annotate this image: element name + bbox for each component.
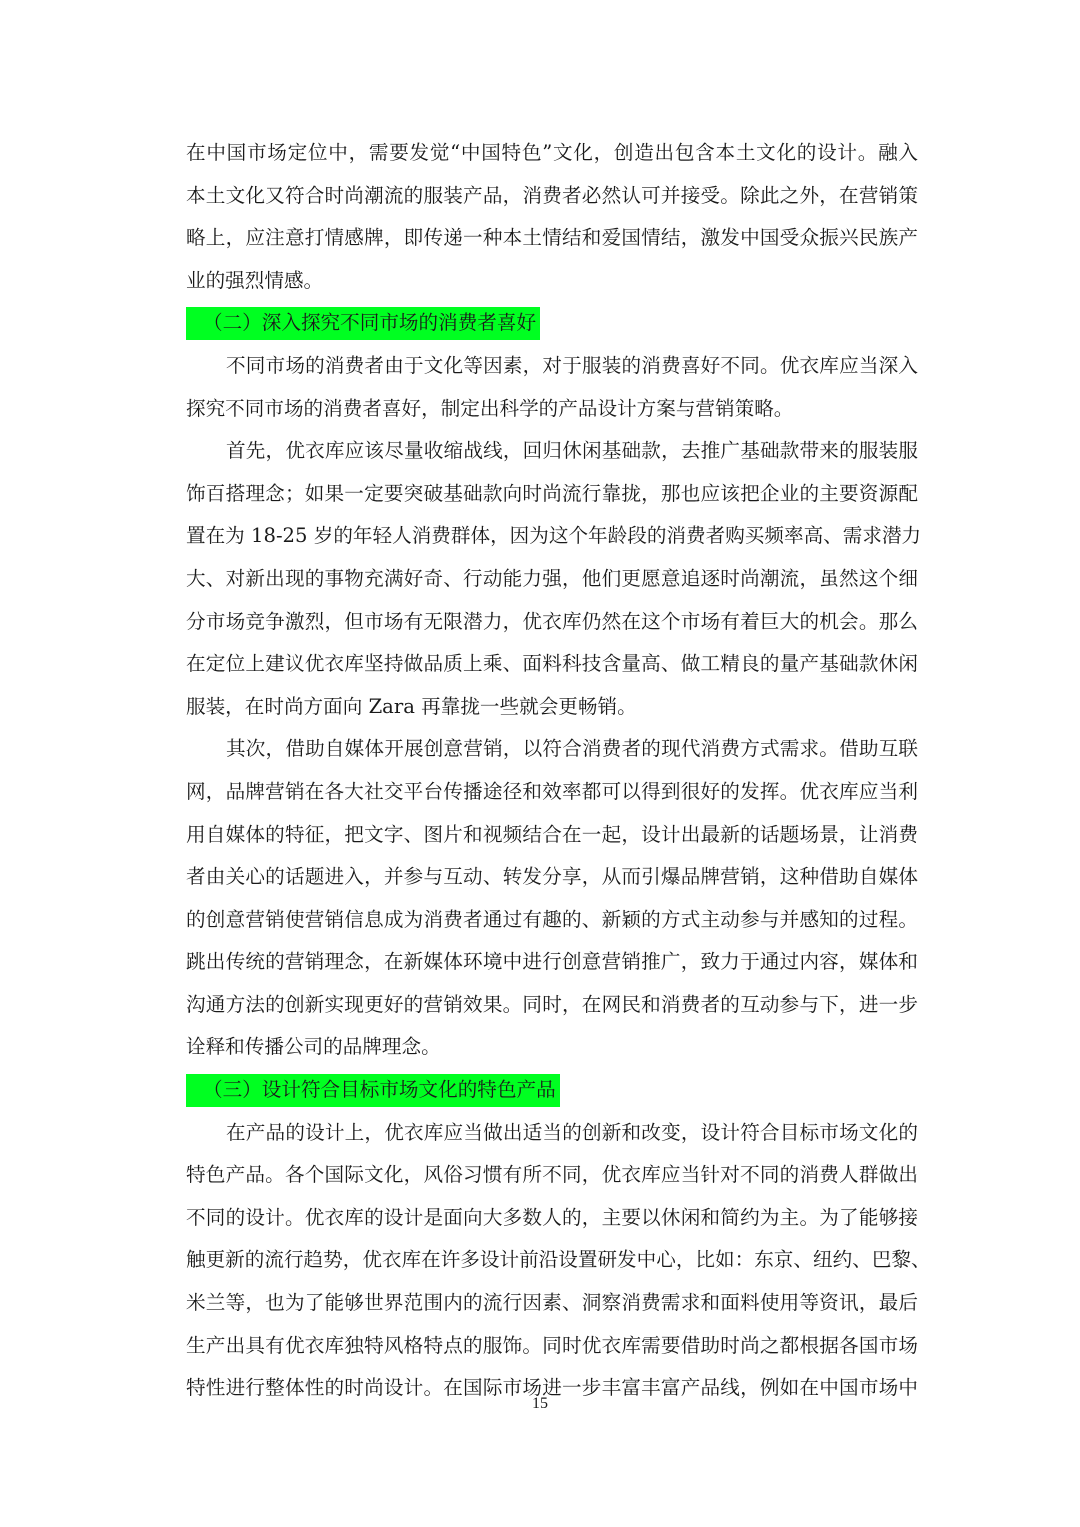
- text-line: 略上，应注意打情感牌，即传递一种本土情结和爱国情结，激发中国受众振兴民族产: [186, 226, 918, 250]
- paragraph-china-positioning: [186, 132, 918, 302]
- text-line: 在定位上建议优衣库坚持做品质上乘、面料科技含量高、做工精良的量产基础款休闲: [186, 652, 918, 676]
- text-line: 饰百搭理念；如果一定要突破基础款向时尚流行靠拢，那也应该把企业的主要资源配: [186, 481, 918, 505]
- highlighted-heading: （二）深入探究不同市场的消费者喜好: [186, 307, 540, 340]
- text-line: 不同市场的消费者由于文化等因素，对于服装的消费喜好不同。优衣库应当深入: [226, 353, 918, 377]
- text-line: 沟通方法的创新实现更好的营销效果。同时，在网民和消费者的互动参与下，进一步: [186, 992, 918, 1016]
- text-line: 其次，借助自媒体开展创意营销，以符合消费者的现代消费方式需求。借助互联: [226, 737, 918, 761]
- text-line: 生产出具有优衣库独特风格特点的服饰。同时优衣库需要借助时尚之都根据各国市场: [186, 1333, 918, 1357]
- text-line: 用自媒体的特征，把文字、图片和视频结合在一起，设计出最新的话题场景，让消费: [186, 822, 918, 846]
- text-line: 业的强烈情感。: [186, 268, 324, 292]
- paragraph-consumer-preferences: [186, 345, 918, 430]
- text-line: 置在为 18-25 岁的年轻人消费群体，因为这个年龄段的消费者购买频率高、需求潜力: [186, 524, 922, 548]
- text-line: 大、对新出现的事物充满好奇、行动能力强，他们更愿意追逐时尚潮流，虽然这个细: [186, 566, 918, 590]
- text-line: 在中国市场定位中，需要发觉“中国特色”文化，创造出包含本土文化的设计。融入: [186, 141, 918, 164]
- text-line: 触更新的流行趋势，优衣库在许多设计前沿设置研发中心，比如：东京、纽约、巴黎、: [186, 1248, 931, 1272]
- text-line: 服装，在时尚方面向 Zara 再靠拢一些就会更畅销。: [186, 694, 637, 718]
- text-line: 不同的设计。优衣库的设计是面向大多数人的，主要以休闲和简约为主。为了能够接: [186, 1205, 918, 1229]
- text-line: 者由关心的话题进入，并参与互动、转发分享，从而引爆品牌营销，这种借助自媒体: [186, 865, 918, 889]
- text-line: 网，品牌营销在各大社交平台传播途径和效率都可以得到很好的发挥。优衣库应当利: [186, 779, 918, 803]
- text-line: 分市场竞争激烈，但市场有无限潜力，优衣库仍然在这个市场有着巨大的机会。那么: [186, 609, 918, 633]
- document-body: [186, 132, 931, 1410]
- text-line: 特性进行整体性的时尚设计。在国际市场进一步丰富丰富产品线，例如在中国市场中: [186, 1376, 918, 1400]
- section-heading-2: [186, 302, 918, 345]
- text-line: 的创意营销使营销信息成为消费者通过有趣的、新颖的方式主动参与并感知的过程。: [186, 907, 918, 931]
- text-line: 特色产品。各个国际文化，风俗习惯有所不同，优衣库应当针对不同的消费人群做出: [186, 1163, 918, 1187]
- text-line: 探究不同市场的消费者喜好，制定出科学的产品设计方案与营销策略。: [186, 396, 794, 420]
- text-line: 跳出传统的营销理念，在新媒体环境中进行创意营销推广，致力于通过内容，媒体和: [186, 950, 918, 974]
- paragraph-first-strategy: [186, 430, 922, 728]
- page-number: 15: [532, 1395, 548, 1412]
- text-line: 首先，优衣库应该尽量收缩战线，回归休闲基础款，去推广基础款带来的服装服: [226, 439, 918, 463]
- text-line: 在产品的设计上，优衣库应当做出适当的创新和改变，设计符合目标市场文化的: [226, 1120, 918, 1144]
- paragraph-second-strategy: [186, 728, 918, 1069]
- text-line: 诠释和传播公司的品牌理念。: [186, 1035, 441, 1059]
- text-line: 米兰等，也为了能够世界范围内的流行因素、洞察消费需求和面料使用等资讯，最后: [186, 1291, 918, 1315]
- section-heading-3: [186, 1069, 918, 1112]
- highlighted-heading: （三）设计符合目标市场文化的特色产品: [186, 1074, 560, 1107]
- text-line: 本土文化又符合时尚潮流的服装产品，消费者必然认可并接受。除此之外，在营销策: [186, 183, 918, 207]
- paragraph-product-design: [186, 1112, 931, 1410]
